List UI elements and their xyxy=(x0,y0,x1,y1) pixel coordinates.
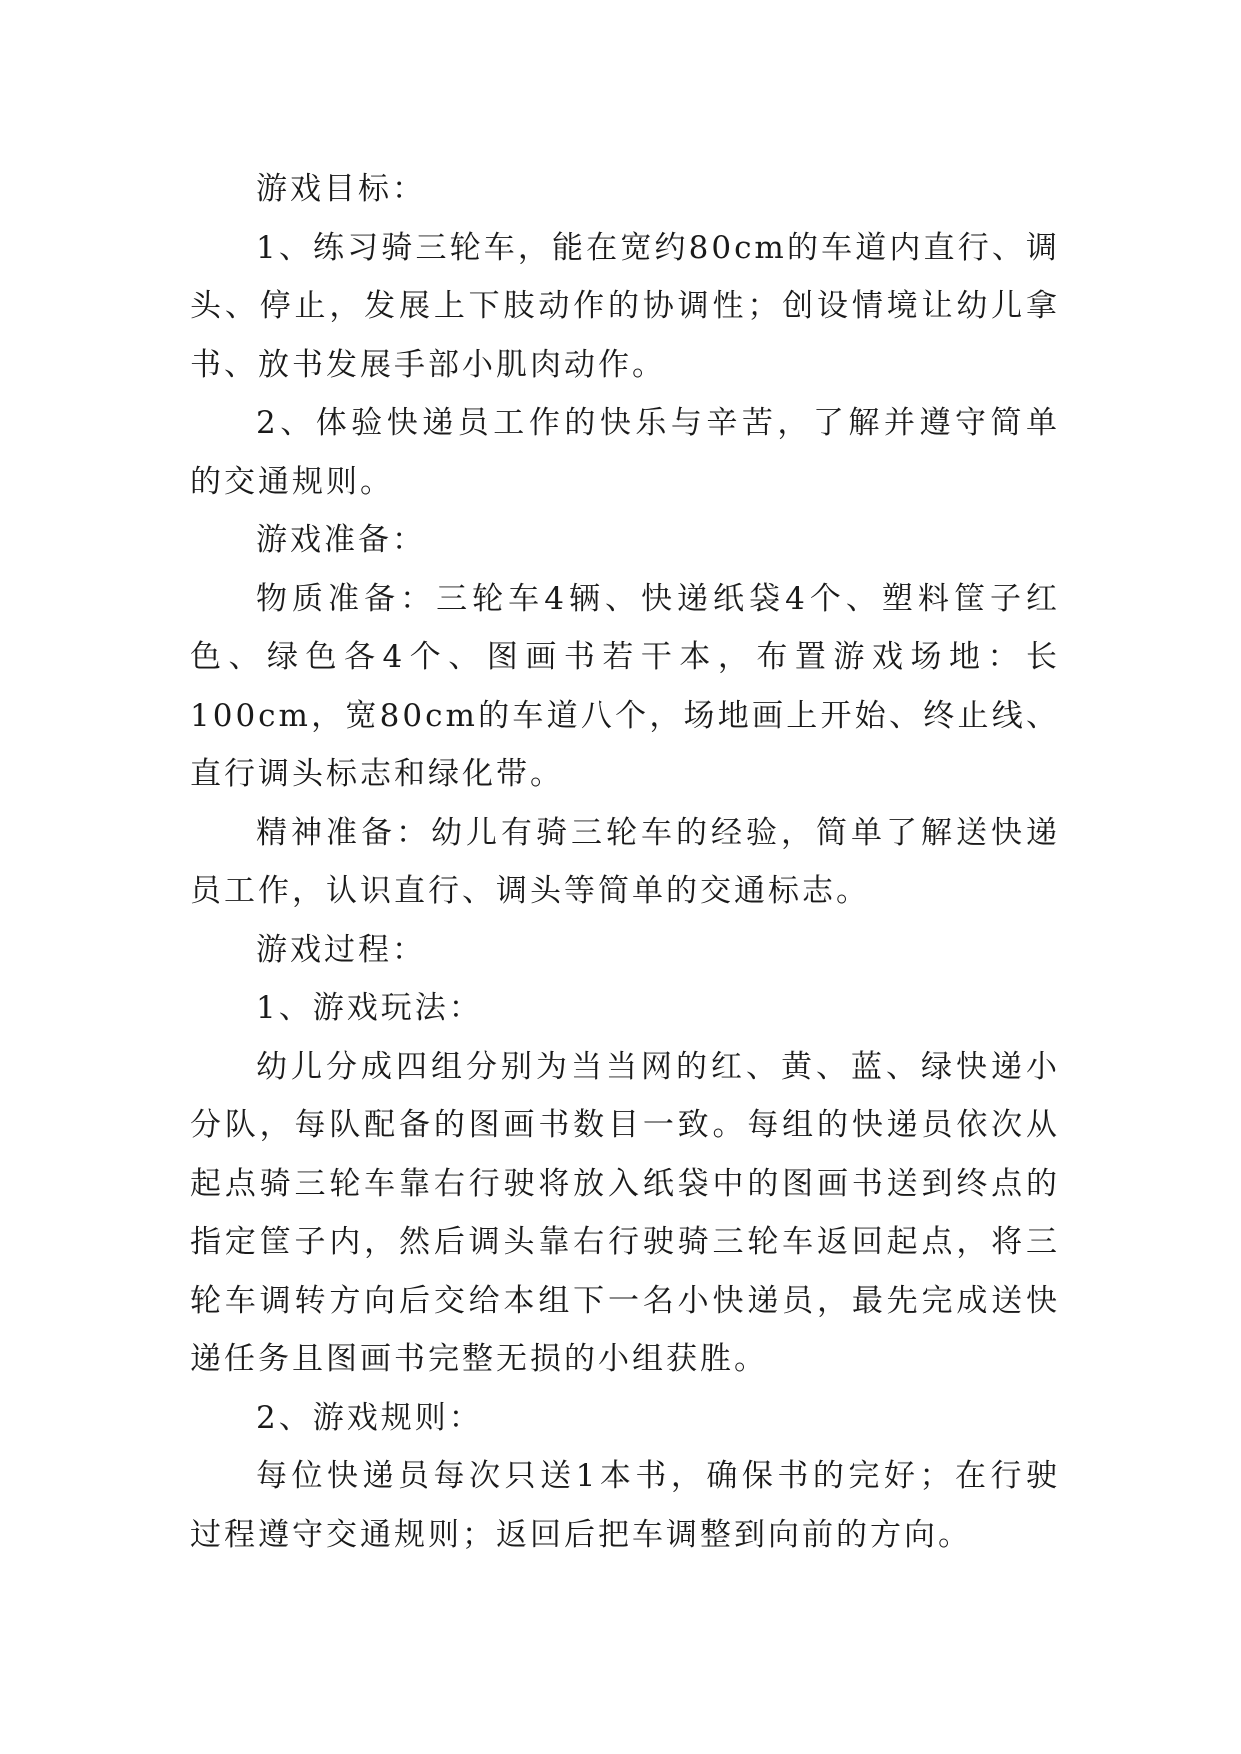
heading-game-process: 游戏过程： xyxy=(256,931,426,968)
document-body xyxy=(190,160,1060,1564)
goal-item-1: 1、练习骑三轮车，能在宽约80cm的车道内直行、调头、停止，发展上下肢动作的协调性；创设情境让幼儿拿书、放书发展手部小肌肉动作。 xyxy=(190,229,1060,383)
material-preparation: 物质准备：三轮车4辆、快递纸袋4个、塑料筐子红色、绿色各4个、图画书若干本，布置游戏场地：长100cm，宽80cm的车道八个，场地画上开始、终止线、直行调头标志和绿化带。 xyxy=(190,580,1060,792)
mental-preparation: 精神准备：幼儿有骑三轮车的经验，简单了解送快递员工作，认识直行、调头等简单的交通标志。 xyxy=(190,814,1060,909)
subheading-how-to-play: 1、游戏玩法： xyxy=(256,990,483,1026)
game-rules-text: 每位快递员每次只送1本书，确保书的完好；在行驶过程遵守交通规则；返回后把车调整到向前的方向。 xyxy=(190,1458,1060,1553)
goal-item-2: 2、体验快递员工作的快乐与辛苦，了解并遵守简单的交通规则。 xyxy=(190,405,1060,500)
heading-game-goals: 游戏目标： xyxy=(256,171,426,207)
subheading-game-rules: 2、游戏规则： xyxy=(256,1399,483,1436)
heading-game-preparation: 游戏准备： xyxy=(256,522,426,558)
how-to-play-text: 幼儿分成四组分别为当当网的红、黄、蓝、绿快递小分队，每队配备的图画书数目一致。每组的快递员依次从起点骑三轮车靠右行驶将放入纸袋中的图画书送到终点的指定筐子内，然后调头靠右行驶骑三轮车返回起点，将三轮车调转方向后交给本组下一名小快递员，最先完成送快递任务且图画书完整无损的小组获胜。 xyxy=(190,1048,1060,1377)
